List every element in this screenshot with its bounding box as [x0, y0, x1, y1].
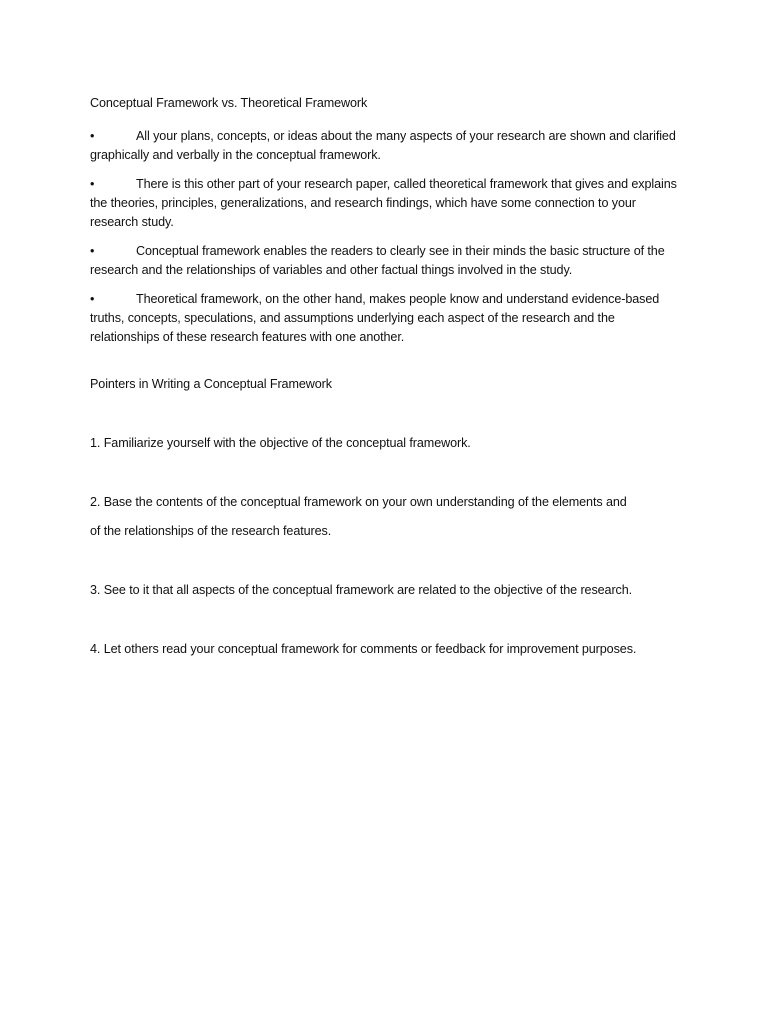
- list-item: [90, 493, 680, 541]
- list-item: [90, 434, 680, 453]
- step-text: 2. Base the contents of the conceptual framework on your own understanding of the elements and: [90, 495, 627, 509]
- pointers-list: [90, 434, 680, 659]
- document-body: [90, 94, 680, 659]
- page-title: Conceptual Framework vs. Theoretical Framework: [90, 96, 368, 110]
- bullet-icon: •: [90, 244, 95, 258]
- pointers-heading: Pointers in Writing a Conceptual Framework: [90, 377, 332, 391]
- list-item: [90, 175, 680, 232]
- list-item: [90, 290, 680, 347]
- step-text-continuation: of the relationships of the research features.: [90, 524, 332, 538]
- list-item: [90, 581, 680, 600]
- step-text: 3. See to it that all aspects of the conceptual framework are related to the objective of the research.: [90, 583, 633, 597]
- bullet-text: Conceptual framework enables the readers to clearly see in their minds the basic structure of the research and the relationships of variables and other factual things involved in the study.: [90, 244, 665, 277]
- step-text: 1. Familiarize yourself with the objective of the conceptual framework.: [90, 436, 471, 450]
- bullet-icon: •: [90, 177, 95, 191]
- list-item: [90, 242, 680, 280]
- bullet-text: Theoretical framework, on the other hand, makes people know and understand evidence-based truths, concepts, speculations, and assumptions underlying each aspect of the research and the relationships of these research features with one another.: [90, 292, 660, 344]
- bullet-icon: •: [90, 129, 95, 143]
- list-item: [90, 640, 680, 659]
- comparison-bullet-list: [90, 127, 680, 347]
- bullet-icon: •: [90, 292, 95, 306]
- bullet-text: There is this other part of your research paper, called theoretical framework that gives and explains the theories, principles, generalizations, and research findings, which have some connection to your research study.: [90, 177, 677, 229]
- step-text: 4. Let others read your conceptual framework for comments or feedback for improvement purposes.: [90, 642, 637, 656]
- list-item: [90, 127, 680, 165]
- bullet-text: All your plans, concepts, or ideas about the many aspects of your research are shown and clarified graphically and verbally in the conceptual framework.: [90, 129, 676, 162]
